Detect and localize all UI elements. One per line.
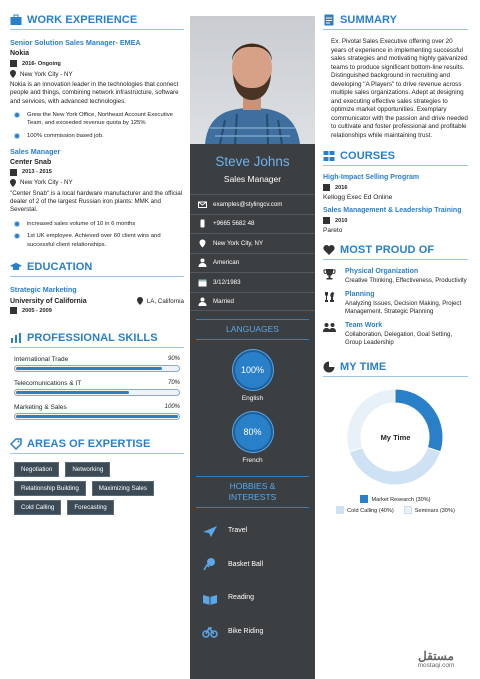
contact-list (190, 194, 315, 311)
proud-item (323, 291, 468, 316)
skill-bar (14, 365, 180, 372)
hobbies-heading: HOBBIES & INTERESTS (196, 476, 309, 508)
education-heading: EDUCATION (10, 261, 184, 277)
hobby-item: Basket Ball (190, 548, 315, 582)
chess-icon (323, 291, 336, 303)
basketball-icon (202, 557, 218, 571)
bullet-icon (14, 112, 20, 118)
summary-text: Ex. Pivotal Sales Executive offering over 20 years of experience in implementing successful sales strategies and motivating highly galvanized teams to produce significant bottom-line results. Distinguished background in recruiting and developing "A Players" to drive revenue across multiple sales organizations. Adept at designing and executing effective sales strategies to optimize market opportunities. Exemplary communicator with the passion and drive needed to cultivate and foster professional and profitable relationships while maintaining trust. (331, 38, 468, 139)
contact-phone: +9665 5682 48 (190, 214, 315, 234)
donut-center-label: My Time (380, 433, 411, 442)
profile-title: Sales Manager (223, 174, 282, 184)
job-bullet: 100% commission based job. (10, 132, 184, 141)
job-entry (10, 38, 184, 141)
education-location: LA, California (137, 297, 184, 305)
proud-item (323, 268, 468, 285)
job-role: Sales Manager (10, 146, 61, 156)
pin-icon (137, 297, 143, 305)
education-school: University of California (10, 297, 87, 305)
hobby-item: Travel (190, 514, 315, 548)
expertise-tags (10, 462, 184, 515)
legend-swatch (404, 506, 412, 514)
expertise-heading: AREAS OF EXPERTISE (10, 438, 184, 454)
user-icon (198, 297, 207, 306)
briefcase-icon (10, 14, 22, 26)
hobby-item: Reading (190, 581, 315, 615)
proud-desc: Collaboration, Delegation, Goal Setting, Group Leadership (345, 331, 453, 346)
donut-slice (395, 389, 443, 452)
calendar-icon (10, 169, 17, 176)
job-description: "Center Snab" is a local hardware manufacturer and the official dealer of 2 of the largest Russian iron plants: MMK and Severstal. (10, 189, 183, 214)
language-item (190, 350, 315, 402)
job-location: New York City - NY (10, 70, 184, 78)
skill-fill (16, 367, 162, 370)
calendar-icon (10, 307, 17, 314)
bike-icon (202, 624, 218, 638)
job-bullet: 1st UK employee. Achieved over 60 client wins and successful client relationships. (10, 232, 184, 249)
mytime-heading: MY TIME (323, 361, 468, 377)
job-description: Nokia is an innovation leader in the technologies that connect people and things, combining network infrastructure, software and services, with advanced technologies. (10, 81, 179, 105)
contact-marital: Married (190, 292, 315, 312)
document-icon (323, 14, 335, 26)
expertise-tag: Forecasting (67, 500, 113, 515)
legend-swatch (360, 495, 368, 503)
profile-sidebar (190, 16, 315, 679)
work-experience-heading: WORK EXPERIENCE (10, 14, 184, 30)
job-dates: 2013 - 2015 (10, 169, 184, 176)
profile-name: Steve Johns (215, 154, 290, 169)
job-entry (10, 147, 184, 250)
contact-birthdate: 3/12/1983 (190, 272, 315, 292)
course-title: Sales Management & Leadership Training (323, 207, 462, 214)
language-level: 100% (233, 350, 273, 390)
expertise-tag: Relationship Building (14, 481, 86, 496)
skills-list (10, 356, 184, 420)
job-bullet: Grew the New York Office, Northeast Account Executive Team, and exceeded revenue quota by 125% (10, 111, 184, 128)
proud-title: Planning (345, 291, 375, 298)
expertise-tag: Cold Calling (14, 500, 61, 515)
proud-list (323, 268, 468, 347)
portrait-illustration (190, 16, 315, 144)
skill-bar (14, 413, 180, 420)
contact-email: examples@stylingcv.com (190, 194, 315, 214)
tag-icon (10, 438, 22, 450)
skill-bar (14, 389, 180, 396)
course-item (323, 174, 468, 201)
chart-legend (323, 495, 468, 514)
proud-heading: MOST PROUD OF (323, 244, 468, 260)
legend-swatch (336, 506, 344, 514)
calendar-icon (198, 278, 207, 287)
person-icon (198, 258, 207, 267)
phone-icon (198, 219, 207, 228)
legend-item: Market Research (30%) (323, 495, 468, 503)
trophy-icon (323, 268, 336, 280)
education-row (10, 297, 184, 305)
skill-label: Telecomunications & IT 70% (14, 380, 180, 388)
language-item (190, 412, 315, 464)
job-dates: 2016- Ongoing (10, 60, 184, 67)
job-company: Center Snab (10, 158, 52, 166)
graduation-cap-icon (10, 261, 22, 273)
donut-slice (347, 389, 395, 452)
course-item (323, 207, 468, 234)
courses-heading: COURSES (323, 150, 468, 166)
skill-fill (16, 415, 178, 418)
donut-slice (349, 448, 440, 485)
calendar-icon (323, 217, 330, 224)
mytime-chart (323, 385, 468, 491)
legend-item: Cold Calling (40%) (336, 506, 394, 514)
bar-chart-icon (10, 332, 22, 344)
proud-item (323, 322, 468, 347)
job-company: Nokia (10, 50, 30, 57)
skill-label: Marketing & Sales 100% (14, 404, 180, 412)
proud-title: Physical Organization (345, 268, 419, 275)
right-column (323, 14, 468, 514)
course-org: Kellogg Exec Ed Online (323, 194, 393, 201)
course-title: High-Impact Selling Program (323, 174, 420, 181)
proud-desc: Analyzing Issues, Decision Making, Project Management, Strategic Planning (345, 300, 462, 315)
calendar-icon (323, 184, 330, 191)
bullet-icon (14, 221, 20, 227)
proud-title: Team Work (345, 322, 383, 329)
expertise-tag: Negotiation (14, 462, 59, 477)
hobby-item: Bike Riding (190, 615, 315, 649)
calendar-icon (10, 60, 17, 67)
education-field: Strategic Marketing (10, 285, 77, 295)
pin-icon (10, 179, 16, 187)
email-icon (198, 200, 207, 209)
education-dates: 2005 - 2009 (10, 307, 184, 314)
education-entry (10, 285, 184, 314)
skill-label: International Trade 90% (14, 356, 180, 364)
skill-fill (16, 391, 129, 394)
language-level: 80% (233, 412, 273, 452)
summary-heading: SUMMARY (323, 14, 468, 30)
expertise-tag: Maximizing Sales (92, 481, 154, 496)
location-icon (198, 239, 207, 248)
heart-icon (323, 244, 335, 256)
books-icon (202, 591, 218, 605)
skills-heading: PROFESSIONAL SKILLS (10, 332, 184, 348)
pin-icon (10, 70, 16, 78)
profile-photo (190, 16, 315, 144)
courses-icon (323, 150, 335, 162)
course-year: 2016 (323, 184, 468, 191)
languages-heading: LANGUAGES (196, 319, 309, 340)
course-org: Pareto (323, 227, 343, 234)
language-name: English (241, 395, 264, 402)
watermark: مستقل mostaqi.com (417, 649, 455, 669)
left-column (10, 14, 184, 515)
legend-item: Seminars (30%) (404, 506, 455, 514)
job-bullet: increased sales volume of 10 in 6 months (10, 220, 184, 229)
bullet-icon (14, 233, 20, 239)
bullet-icon (14, 133, 20, 139)
contact-location: New York City, NY (190, 233, 315, 253)
course-year: 2010 (323, 217, 468, 224)
pie-chart-icon (323, 361, 335, 373)
expertise-tag: Networking (65, 462, 110, 477)
contact-nationality: American (190, 253, 315, 273)
job-location: New York City - NY (10, 179, 184, 187)
proud-desc: Creative Thinking, Effectiveness, Productivity (345, 277, 467, 284)
airplane-icon (202, 524, 218, 538)
job-role: Senior Solution Sales Manager- EMEA (10, 38, 141, 47)
language-name: French (242, 457, 263, 464)
hobbies-list (190, 514, 315, 648)
team-icon (323, 322, 336, 334)
